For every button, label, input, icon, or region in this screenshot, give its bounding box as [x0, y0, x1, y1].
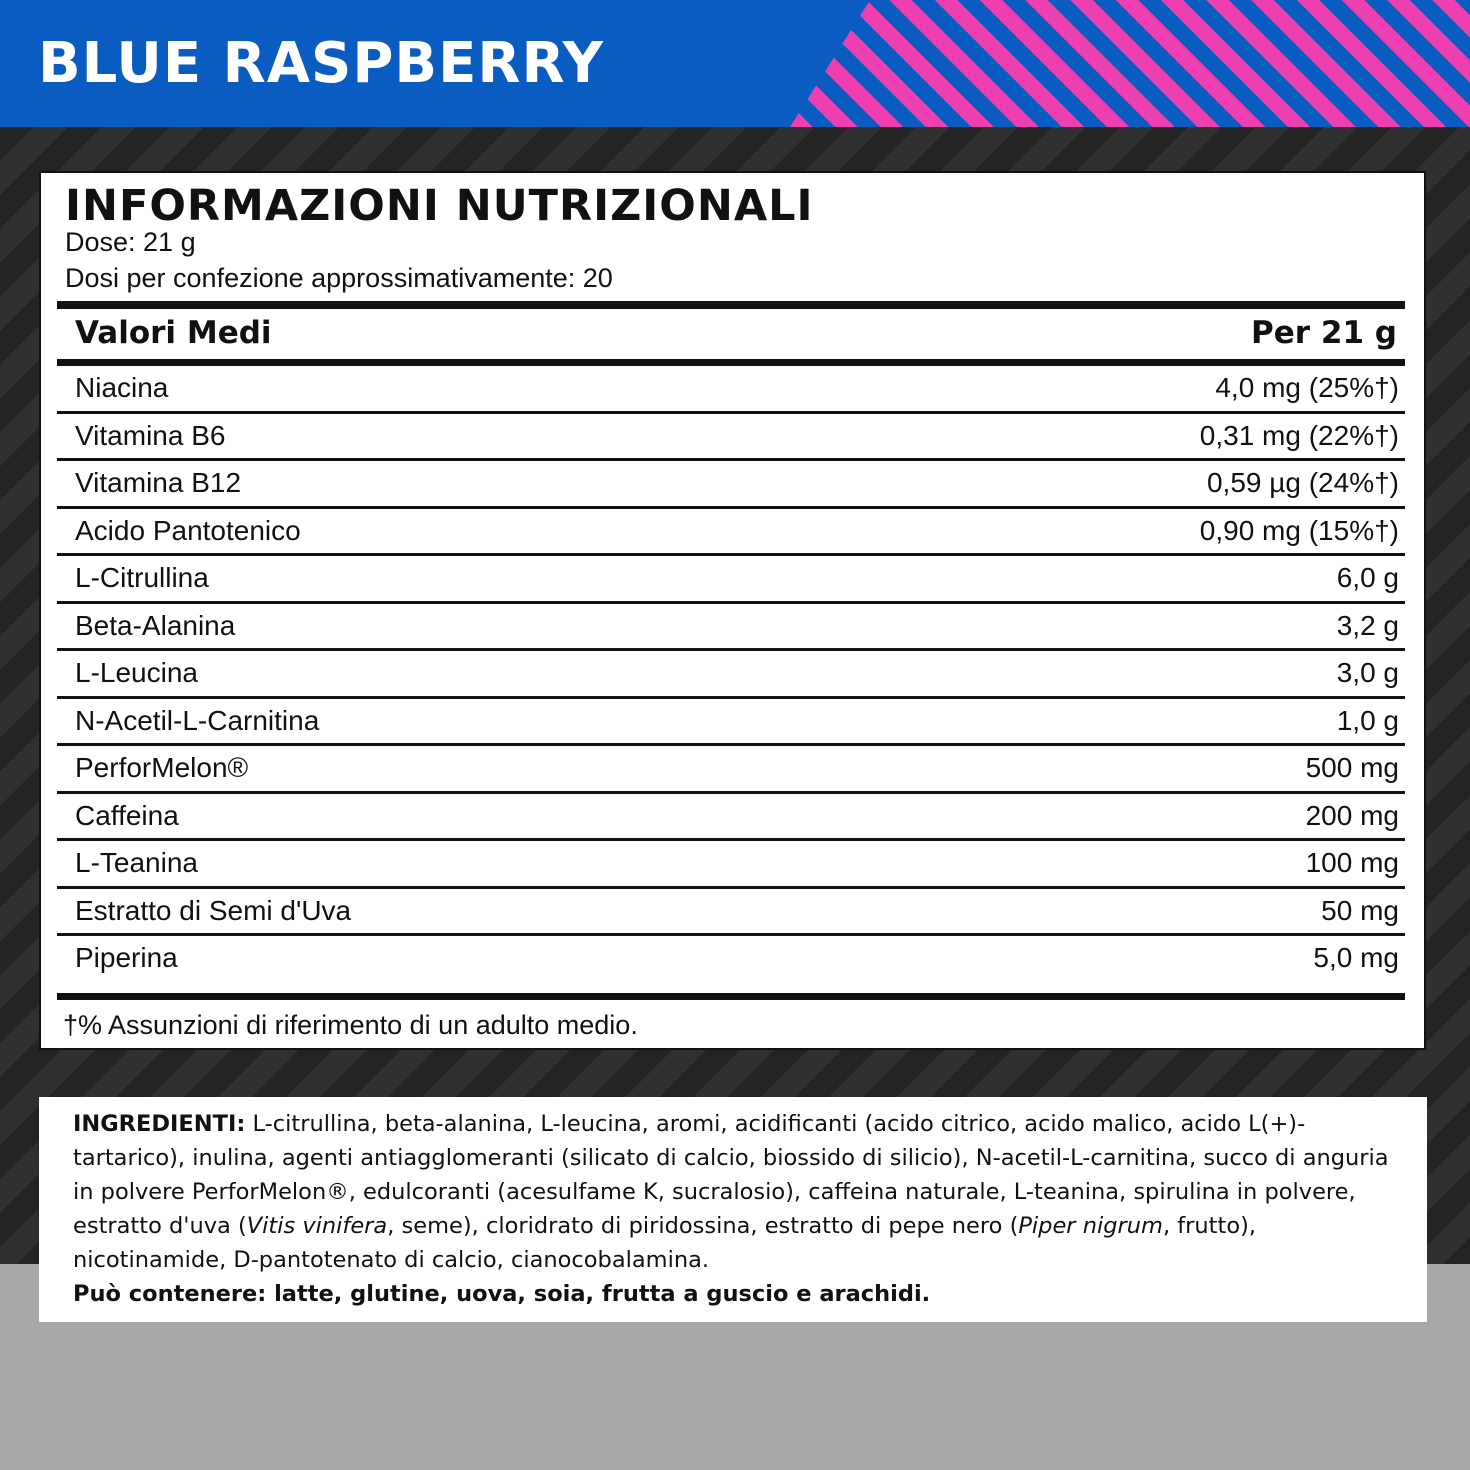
nutrient-row [57, 604, 1405, 652]
nutrient-value: 6,0 g [1336, 562, 1399, 594]
nutrient-value: 0,31 mg (22%†) [1199, 419, 1399, 451]
nutrient-value: 3,0 g [1336, 657, 1399, 689]
ingredients-panel [39, 1097, 1427, 1322]
nutrient-row [57, 699, 1405, 747]
nutrient-value: 4,0 mg (25%†) [1215, 372, 1399, 404]
divider-thick [57, 301, 1405, 309]
nutrient-value: 100 mg [1305, 847, 1399, 879]
nutrient-value: 0,90 mg (15%†) [1199, 514, 1399, 546]
allergen-text: Può contenere: latte, glutine, uova, soia, frutta a guscio e arachidi. [73, 1281, 931, 1307]
nutrient-row [57, 509, 1405, 557]
nutrient-row [57, 889, 1405, 937]
nutrient-value: 50 mg [1321, 894, 1399, 926]
nutrient-name: Caffeina [75, 799, 179, 831]
ingredients-part: , seme), cloridrato di piridossina, estratto di pepe nero ( [387, 1213, 1019, 1239]
divider-thick [57, 359, 1405, 366]
nutrient-name: L-Teanina [75, 847, 198, 879]
nutrient-row [57, 556, 1405, 604]
nutrient-row [57, 461, 1405, 509]
nutrient-row [57, 936, 1405, 981]
decorative-stripes [790, 0, 1470, 127]
nutrient-row [57, 366, 1405, 414]
nutrient-name: N-Acetil-L-Carnitina [75, 704, 320, 736]
latin-name: Piper nigrum [1018, 1213, 1163, 1239]
ingredients-part: , frutto), nicotinamide, D-pantotenato di calcio, cianocobalamina. [73, 1213, 1257, 1273]
servings-per-container: Dosi per confezione approssimativamente: 20 [65, 263, 613, 293]
nutrient-name: Acido Pantotenico [75, 514, 301, 546]
nutrient-name: Vitamina B6 [75, 419, 226, 451]
flavor-banner [0, 0, 1470, 127]
latin-name: Vitis vinifera [246, 1213, 388, 1239]
flavor-title: BLUE RASPBERRY [38, 31, 605, 96]
nutrient-row [57, 841, 1405, 889]
nutrient-list [57, 366, 1405, 981]
nutrient-row [57, 794, 1405, 842]
reference-intake-footnote: †% Assunzioni di riferimento di un adulto medio. [63, 1010, 638, 1040]
allergen-warning [73, 1277, 1393, 1311]
ingredients-part: L-citrullina, beta-alanina, L-leucina, aromi, acidificanti (acido citrico, acido malico, acido L(+)-tartarico), inulina, agenti antiagglomeranti (silicato di calcio, biossido di silicio), N-acetil-L-carnitina, succo di anguria in polvere PerforMelon®, edulcoranti (acesulfame K, sucralosio), caffeina naturale, L-teanina, spirulina in polvere, estratto d'uva ( [73, 1111, 1389, 1239]
nutrient-value: 1,0 g [1336, 704, 1399, 736]
nutrient-name: Niacina [75, 372, 169, 404]
nutrition-facts-panel [39, 171, 1426, 1050]
nutrient-name: Estratto di Semi d'Uva [75, 894, 352, 926]
nutrition-title: INFORMAZIONI NUTRIZIONALI [65, 181, 814, 231]
nutrient-value: 200 mg [1305, 799, 1399, 831]
column-header-right: Per 21 g [1251, 315, 1397, 351]
ingredients-text [73, 1107, 1393, 1277]
nutrient-value: 3,2 g [1336, 609, 1399, 641]
nutrient-name: PerforMelon® [75, 752, 249, 784]
ingredients-label: INGREDIENTI: [73, 1111, 246, 1137]
nutrient-name: Piperina [75, 942, 178, 974]
nutrient-name: Beta-Alanina [75, 609, 236, 641]
nutrient-value: 500 mg [1305, 752, 1399, 784]
nutrient-name: Vitamina B12 [75, 467, 242, 499]
column-header-left: Valori Medi [75, 315, 272, 351]
nutrient-row [57, 414, 1405, 462]
serving-size: Dose: 21 g [65, 227, 196, 257]
divider-thick [57, 993, 1405, 1000]
nutrient-value: 5,0 mg [1313, 942, 1399, 974]
nutrient-value: 0,59 µg (24%†) [1206, 467, 1399, 499]
nutrient-row [57, 651, 1405, 699]
nutrient-row [57, 746, 1405, 794]
nutrient-name: L-Citrullina [75, 562, 209, 594]
nutrient-name: L-Leucina [75, 657, 198, 689]
